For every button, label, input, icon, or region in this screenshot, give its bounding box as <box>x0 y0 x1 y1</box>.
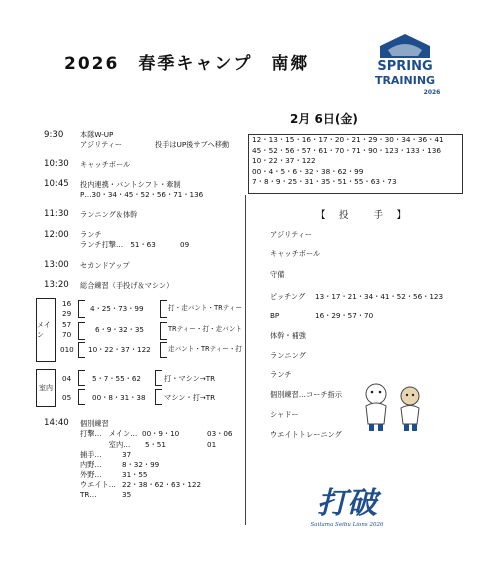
bracket <box>160 322 167 340</box>
practice-label: 外野… <box>80 470 102 479</box>
group-players: 00・8・31・38 <box>92 393 146 402</box>
group-content: TRティー・打・走バント <box>168 325 243 333</box>
practice-value: 00・9・10 <box>142 429 180 438</box>
bracket <box>160 342 167 358</box>
pitcher-item: ウエイトトレーニング <box>270 430 342 439</box>
time-label: 10:30 <box>44 159 69 169</box>
pitcher-heading: 【 投 手 】 <box>316 210 409 221</box>
practice-value: 37 <box>122 450 132 459</box>
time-label: 9:30 <box>44 130 64 140</box>
bracket <box>78 322 85 340</box>
group-number: 29 <box>62 309 72 318</box>
practice-value: 8・32・99 <box>122 460 160 469</box>
group-number: 57 <box>62 320 72 329</box>
bracket <box>78 342 85 358</box>
schedule-item: 個別練習 <box>80 419 109 428</box>
schedule-item: 投内連携・バントシフト・牽制 <box>80 180 181 189</box>
bracket <box>78 300 85 318</box>
group-content: 打・走バント・TRティー <box>168 304 243 312</box>
pitcher-item: 個別練習…コーチ指示 <box>270 390 342 399</box>
practice-label: 室内… <box>80 440 131 449</box>
practice-label: 内野… <box>80 460 102 469</box>
schedule-item: セカンドアップ <box>80 261 130 270</box>
number-line: 12・13・15・16・17・20・21・29・30・34・36・41 <box>252 135 444 144</box>
time-label: 12:00 <box>44 230 69 240</box>
pitcher-item: ランニング <box>270 351 306 360</box>
group-number: 04 <box>62 374 72 383</box>
practice-label: 捕手… <box>80 450 102 459</box>
group-content: 走バント・TRティー・打 <box>168 345 243 353</box>
pitcher-item: シャドー <box>270 410 299 419</box>
practice-value: 5・51 <box>145 440 166 449</box>
page-title: 2026 春季キャンプ 南郷 <box>64 54 310 74</box>
practice-value: 35 <box>122 490 132 499</box>
group-content: 打・マシン→TR <box>164 374 216 383</box>
mascot-illustration <box>358 378 430 434</box>
pitcher-item: ピッチング <box>270 292 306 301</box>
time-label: 13:00 <box>44 260 69 270</box>
logo-year: 2026 <box>423 89 441 96</box>
time-label: 10:45 <box>44 179 69 189</box>
number-line: 7・8・9・25・31・35・51・55・63・73 <box>252 177 397 186</box>
group-content: マシン・打→TR <box>164 393 216 402</box>
schedule-item: 本隊W-UP <box>80 130 114 139</box>
practice-label: TR… <box>80 490 97 499</box>
practice-right: 03・06 <box>207 429 233 438</box>
group-number: 70 <box>62 330 72 339</box>
group-number-box <box>248 134 463 194</box>
main-group-label: メイン <box>36 298 56 362</box>
pitcher-item: アジリティー <box>270 230 313 239</box>
group-players: 10・22・37・122 <box>88 345 151 354</box>
time-label: 14:40 <box>44 418 69 428</box>
pitcher-item-value: 16・29・57・70 <box>315 311 374 320</box>
schedule-item: P…30・34・45・52・56・71・136 <box>80 190 204 199</box>
pitcher-item: 守備 <box>270 270 285 279</box>
indoor-group-label: 室内 <box>36 369 56 407</box>
schedule-item: 総合練習（手投げ＆マシン） <box>80 281 174 290</box>
pitcher-item: BP <box>270 311 280 320</box>
pitcher-item: 体幹・補強 <box>270 331 306 340</box>
pitcher-item: キャッチボール <box>270 249 321 258</box>
schedule-item: ランチ <box>80 230 102 239</box>
group-number: 16 <box>62 299 72 308</box>
bracket <box>155 389 162 405</box>
spring-training-logo <box>360 26 450 108</box>
schedule-note: 投手はUP後サブへ移動 <box>155 140 230 149</box>
group-players: 4・25・73・99 <box>90 304 144 313</box>
dahashi-subtitle: Saitama Seibu Lions 2026 <box>310 522 384 528</box>
number-line: 00・4・5・6・32・38・62・99 <box>252 166 364 176</box>
schedule-item: アジリティー <box>80 140 123 149</box>
bracket <box>160 300 167 318</box>
group-players: 5・7・55・62 <box>92 374 142 383</box>
pitcher-item-value: 13・17・21・34・41・52・56・123 <box>315 292 444 301</box>
number-line: 10・22・37・122 <box>252 156 316 165</box>
group-players: 6・9・32・35 <box>95 325 145 334</box>
time-label: 13:20 <box>44 280 69 290</box>
group-number: 05 <box>62 393 72 402</box>
practice-label: 打撃… メイン… <box>80 429 138 438</box>
dahashi-text: 打破 <box>317 486 377 521</box>
schedule-item: ランニング＆体幹 <box>80 210 138 219</box>
date-label: 2月 6日(金) <box>290 112 358 126</box>
pitcher-item: ランチ <box>270 370 292 379</box>
dahashi-logo <box>310 473 385 535</box>
schedule-item: 09 <box>180 240 190 249</box>
time-label: 11:30 <box>44 209 69 219</box>
practice-value: 31・55 <box>122 470 148 479</box>
logo-line1: SPRING <box>377 59 433 74</box>
logo-line2: TRAINING <box>374 74 436 87</box>
bracket <box>78 389 85 405</box>
practice-right: 01 <box>207 440 217 449</box>
number-line: 45・52・56・57・61・70・71・90・123・133・136 <box>252 145 442 155</box>
practice-label: ウエイト… <box>80 480 116 489</box>
column-divider <box>245 195 246 525</box>
schedule-item: ランチ打撃… 51・63 <box>80 240 156 249</box>
group-number: 010 <box>60 345 74 354</box>
bracket <box>155 370 162 386</box>
practice-value: 22・38・62・63・122 <box>122 480 202 489</box>
schedule-item: キャッチボール <box>80 160 131 169</box>
bracket <box>78 370 85 386</box>
